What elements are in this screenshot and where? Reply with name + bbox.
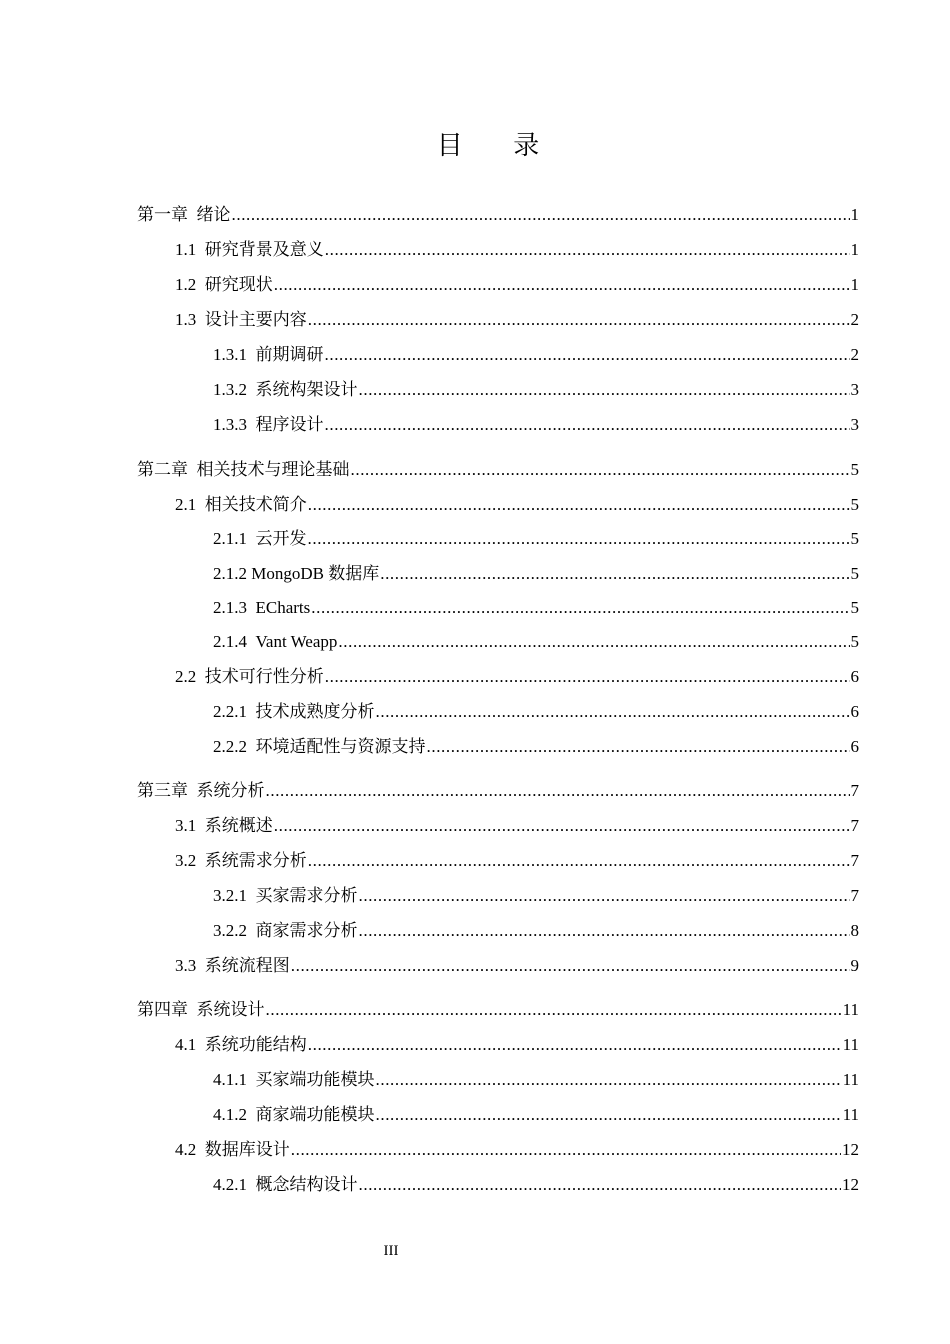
toc-entry-title: 设计主要内容 [204, 310, 307, 329]
toc-dot-leader [325, 408, 850, 442]
toc-entry-page: 11 [842, 1105, 859, 1124]
toc-entry-title: 前期调研 [255, 345, 324, 364]
toc-subsection-entry[interactable] [213, 625, 859, 659]
toc-dot-leader [359, 1168, 842, 1202]
toc-entry-page: 11 [842, 1070, 859, 1089]
toc-subsection-entry[interactable] [213, 373, 859, 407]
toc-dot-leader [291, 949, 850, 983]
toc-section-entry[interactable] [175, 809, 859, 843]
toc-section-entry[interactable] [175, 233, 859, 267]
toc-subsection-entry[interactable] [213, 522, 859, 556]
toc-entry-title: 系统功能结构 [204, 1035, 307, 1054]
toc-entry-page: 5 [850, 460, 859, 479]
toc-entry-title: 相关技术与理论基础 [196, 460, 350, 479]
toc-dot-leader [291, 1133, 841, 1167]
toc-subsection-entry[interactable] [213, 591, 859, 625]
toc-section-entry[interactable] [175, 303, 859, 337]
toc-entry-page: 12 [842, 1140, 859, 1159]
toc-entry-number: 4.1.1 [213, 1070, 256, 1089]
toc-entry-title: 系统流程图 [204, 956, 290, 975]
toc-dot-leader [274, 809, 850, 843]
toc-entry-page: 11 [842, 1000, 859, 1019]
toc-entry-page: 7 [850, 886, 859, 905]
toc-entry-number: 3.2.1 [213, 886, 256, 905]
toc-entry-number: 3.3 [175, 956, 205, 975]
toc-dot-leader [308, 844, 850, 878]
toc-dot-leader [359, 373, 850, 407]
toc-entry-page: 2 [850, 310, 859, 329]
toc-entry-number: 2.1.1 [213, 529, 256, 548]
toc-entry-number: 2.1.3 [213, 598, 256, 617]
toc-entry-number: 2.2.1 [213, 702, 256, 721]
toc-subsection-entry[interactable] [213, 1063, 859, 1097]
toc-entry-number: 2.1.2 [213, 564, 252, 583]
toc-section-entry[interactable] [175, 488, 859, 522]
toc-dot-leader [266, 993, 842, 1027]
toc-entry-page: 8 [850, 921, 859, 940]
toc-entry-number: 第四章 [137, 1000, 197, 1019]
toc-entry-page: 3 [850, 415, 859, 434]
toc-dot-leader [311, 591, 849, 625]
toc-chapter-entry[interactable] [137, 774, 859, 808]
toc-dot-leader [376, 1098, 842, 1132]
toc-entry-page: 5 [850, 632, 859, 651]
toc-entry-number: 2.2 [175, 667, 205, 686]
toc-section-entry[interactable] [175, 949, 859, 983]
toc-entry-title: 系统设计 [196, 1000, 265, 1019]
toc-entry-page: 1 [850, 275, 859, 294]
toc-entry-title: 程序设计 [255, 415, 324, 434]
toc-subsection-entry[interactable] [213, 1098, 859, 1132]
toc-subsection-entry[interactable] [213, 730, 859, 764]
toc-entry-number: 3.2 [175, 851, 205, 870]
toc-entry-page: 6 [850, 702, 859, 721]
toc-entry-title: 绪论 [196, 205, 231, 224]
toc-dot-leader [266, 774, 850, 808]
toc-entry-number: 第三章 [137, 781, 197, 800]
toc-entry-number: 1.2 [175, 275, 205, 294]
toc-dot-leader [308, 488, 850, 522]
toc-entry-page: 5 [850, 564, 859, 583]
toc-entry-number: 2.1.4 [213, 632, 256, 651]
toc-entry-title: 系统概述 [204, 816, 273, 835]
toc-entry-page: 2 [850, 345, 859, 364]
toc-entry-page: 6 [850, 737, 859, 756]
toc-entry-title: 数据库设计 [204, 1140, 290, 1159]
toc-entry-number: 1.3 [175, 310, 205, 329]
toc-section-entry[interactable] [175, 268, 859, 302]
toc-entry-title: 概念结构设计 [255, 1175, 358, 1194]
page-title: 目 录 [436, 131, 562, 160]
toc-section-entry[interactable] [175, 1133, 859, 1167]
toc-entry-title: 技术成熟度分析 [255, 702, 375, 721]
toc-entry-page: 3 [850, 380, 859, 399]
toc-entry-title: 买家端功能模块 [255, 1070, 375, 1089]
toc-dot-leader [274, 268, 850, 302]
toc-subsection-entry[interactable] [213, 408, 859, 442]
toc-entry-title: 云开发 [255, 529, 307, 548]
toc-entry-title: 技术可行性分析 [204, 667, 324, 686]
toc-subsection-entry[interactable] [213, 695, 859, 729]
toc-entry-page: 5 [850, 529, 859, 548]
toc-subsection-entry[interactable] [213, 914, 859, 948]
toc-dot-leader [308, 1028, 842, 1062]
toc-entry-title: 研究现状 [204, 275, 273, 294]
toc-subsection-entry[interactable] [213, 879, 859, 913]
toc-entry-number: 第二章 [137, 460, 197, 479]
toc-entry-page: 1 [850, 240, 859, 259]
toc-dot-leader [325, 660, 850, 694]
toc-entry-title: 买家需求分析 [255, 886, 358, 905]
toc-dot-leader [338, 625, 849, 659]
toc-entry-title: 商家端功能模块 [255, 1105, 375, 1124]
toc-dot-leader [325, 233, 850, 267]
page-number: III [383, 1243, 399, 1259]
toc-entry-number: 3.2.2 [213, 921, 256, 940]
toc-entry-page: 12 [842, 1175, 859, 1194]
toc-entry-number: 1.1 [175, 240, 205, 259]
toc-subsection-entry[interactable] [213, 338, 859, 372]
toc-entry-title: 环境适配性与资源支持 [255, 737, 426, 756]
toc-dot-leader [308, 522, 850, 556]
toc-dot-leader [351, 453, 850, 487]
toc-subsection-entry[interactable] [213, 557, 859, 591]
toc-entry-page: 7 [850, 816, 859, 835]
toc-entry-page: 5 [850, 495, 859, 514]
toc-dot-leader [359, 879, 850, 913]
toc-entry-title: 相关技术简介 [204, 495, 307, 514]
toc-entry-title: 系统构架设计 [255, 380, 358, 399]
toc-dot-leader [232, 198, 850, 232]
toc-entry-title: Vant Weapp [255, 632, 338, 651]
toc-subsection-entry[interactable] [213, 1168, 859, 1202]
toc-entry-title: MongoDB 数据库 [251, 564, 380, 583]
toc-entry-number: 4.1 [175, 1035, 205, 1054]
toc-entry-title: 商家需求分析 [255, 921, 358, 940]
toc-section-entry[interactable] [175, 660, 859, 694]
toc-entry-number: 1.3.2 [213, 380, 256, 399]
toc-dot-leader [359, 914, 850, 948]
toc-chapter-entry[interactable] [137, 453, 859, 487]
toc-entry-number: 4.2 [175, 1140, 205, 1159]
toc-chapter-entry[interactable] [137, 198, 859, 232]
toc-entry-page: 1 [850, 205, 859, 224]
toc-entry-number: 4.1.2 [213, 1105, 256, 1124]
toc-entry-number: 第一章 [137, 205, 197, 224]
toc-section-entry[interactable] [175, 1028, 859, 1062]
toc-entry-page: 7 [850, 781, 859, 800]
toc-section-entry[interactable] [175, 844, 859, 878]
toc-entry-title: 系统需求分析 [204, 851, 307, 870]
toc-entry-number: 1.3.3 [213, 415, 256, 434]
toc-entry-number: 4.2.1 [213, 1175, 256, 1194]
toc-entry-title: 系统分析 [196, 781, 265, 800]
toc-dot-leader [325, 338, 850, 372]
toc-entry-number: 1.3.1 [213, 345, 256, 364]
toc-entry-title: ECharts [255, 598, 311, 617]
toc-dot-leader [380, 557, 849, 591]
toc-entry-page: 6 [850, 667, 859, 686]
toc-dot-leader [376, 695, 850, 729]
toc-entry-title: 研究背景及意义 [204, 240, 324, 259]
toc-dot-leader [427, 730, 850, 764]
toc-entry-number: 3.1 [175, 816, 205, 835]
toc-chapter-entry[interactable] [137, 993, 859, 1027]
toc-dot-leader [308, 303, 850, 337]
toc-entry-number: 2.2.2 [213, 737, 256, 756]
toc-entry-page: 11 [842, 1035, 859, 1054]
toc-entry-page: 5 [850, 598, 859, 617]
toc-entry-number: 2.1 [175, 495, 205, 514]
toc-entry-page: 7 [850, 851, 859, 870]
toc-entry-page: 9 [850, 956, 859, 975]
toc-dot-leader [376, 1063, 842, 1097]
